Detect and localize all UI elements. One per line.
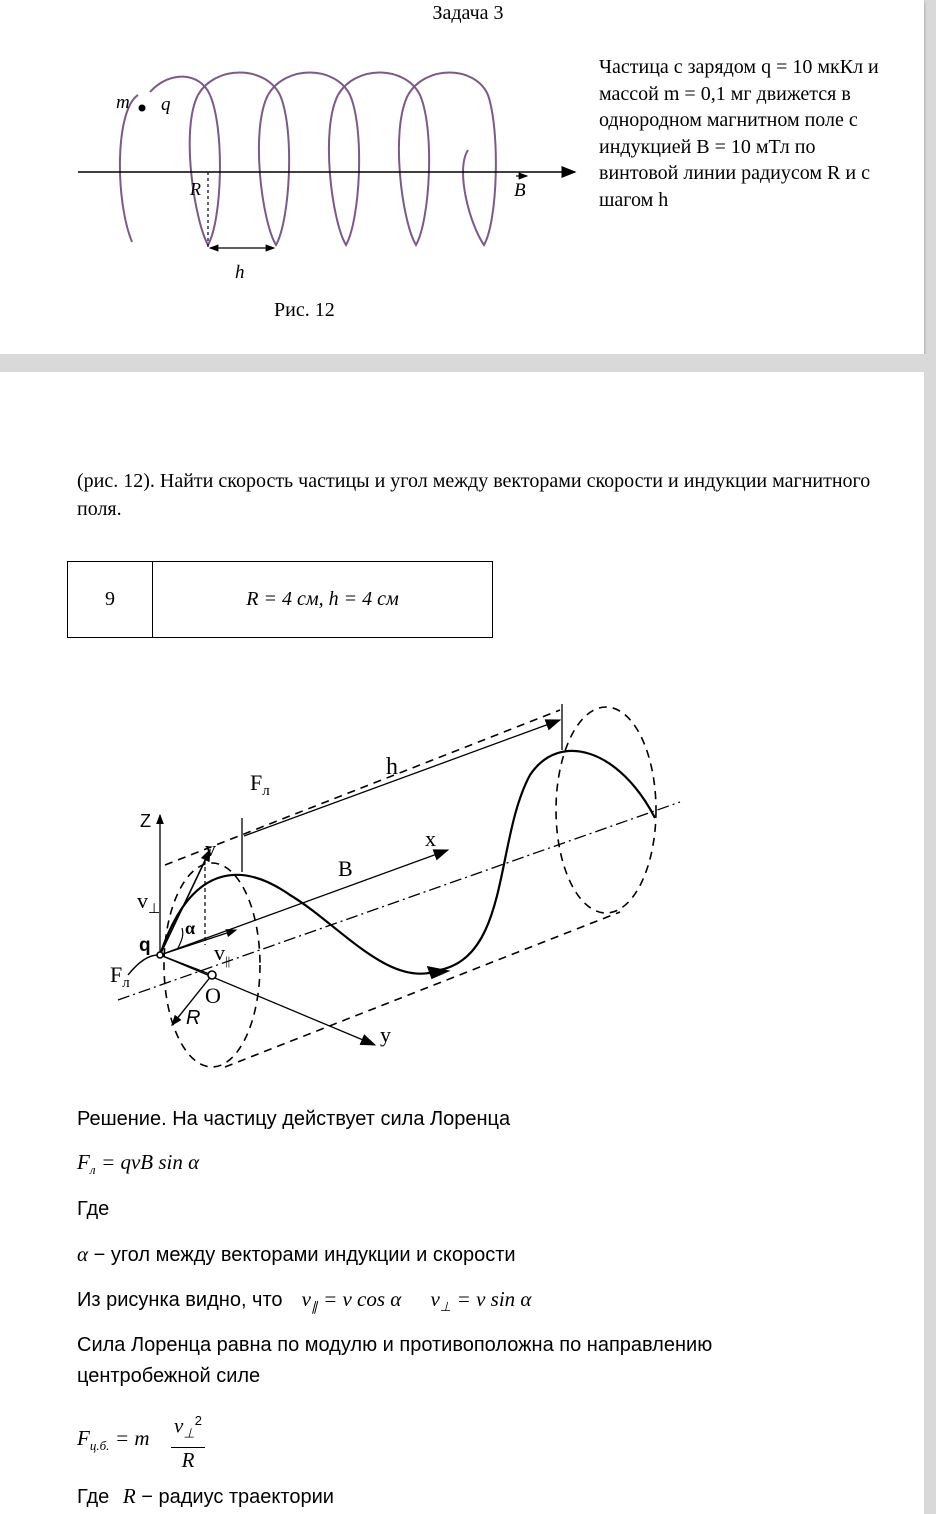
solution-line-1: Решение. На частицу действует сила Лоренца [77, 1108, 511, 1130]
fraction: $v_\perp^2$ R [171, 1408, 205, 1472]
table-row [68, 562, 493, 638]
diagram-label-q: q [139, 935, 151, 956]
origin-point-O [208, 971, 216, 979]
solution-line-4: Из рисунка видно, что $v_\parallel = v$ cos α $v_\perp = v$ sin α [77, 1287, 532, 1314]
diagram-label-R: R [186, 1007, 201, 1029]
diagram-label-v: v [205, 836, 216, 861]
task-continuation: (рис. 12). Найти скорость частицы и угол между векторами скорости и индукции магнитного поля. [77, 470, 871, 520]
figure-caption: Рис. 12 [274, 299, 335, 321]
label-m: m [116, 92, 130, 113]
page-separator [0, 354, 936, 372]
charge-point [157, 952, 163, 958]
helix-trajectory [160, 751, 655, 974]
solution-line-7: Где R − радиус траектории [77, 1484, 334, 1508]
particle-dot [139, 105, 146, 112]
variant-table [67, 561, 493, 638]
document-page-1 [0, 0, 924, 354]
task-statement: Частица с зарядом q = 10 мкКл и массой m = 0,1 мг движется в однородном магнитном поле с индукцией B = 10 мТл по винтовой линии радиусом R и с шагом h [599, 56, 879, 211]
label-B: B [514, 180, 526, 201]
diagram-label-v-perp: $v_\perp$ [137, 888, 161, 917]
cylinder-top-line [165, 710, 560, 865]
alpha-arc [178, 928, 183, 948]
diagram-label-B: B [338, 856, 353, 881]
lorentz-force-left [128, 955, 158, 975]
formula-lorentz: $F_л$ = qvB sin α [77, 1150, 200, 1177]
helix-figure [0, 0, 590, 300]
q-to-O [160, 955, 212, 975]
label-h: h [235, 262, 245, 283]
diagram-label-O: O [205, 983, 221, 1008]
diagram-label-y: y [380, 1022, 391, 1047]
cylinder-back-ellipse [556, 707, 656, 913]
solution-line-6: центробежной силе [77, 1365, 261, 1387]
task-title: Задача 3 [432, 2, 504, 24]
diagram-label-v-par: $v_{||}$ [214, 940, 231, 968]
solution-line-5: Сила Лоренца равна по модулю и противоположна по направлению [77, 1334, 713, 1356]
solution-line-3: α − угол между векторами индукции и скорости [77, 1242, 516, 1266]
diagram-label-F-top: $F_л$ [250, 770, 270, 799]
cylinder-front-ellipse [164, 863, 260, 1067]
diagram-label-h: h [386, 754, 398, 780]
cylinder-bottom-line [225, 912, 620, 1067]
solution-line-2: Где [77, 1198, 110, 1220]
diagram-label-z: Z [140, 811, 151, 831]
variant-values-cell: R = 4 см, h = 4 см [153, 562, 493, 638]
diagram-label-F-left: $F_л$ [110, 962, 130, 991]
diagram-label-alpha: α [185, 918, 196, 938]
h-dimension-arrow [244, 720, 560, 836]
helix-curve [120, 73, 496, 246]
label-R: R [190, 179, 201, 199]
variant-number-cell: 9 [68, 562, 153, 638]
diagram-label-x: x [425, 826, 436, 851]
label-q: q [161, 94, 171, 115]
lorentz-helix-diagram [0, 690, 936, 1090]
